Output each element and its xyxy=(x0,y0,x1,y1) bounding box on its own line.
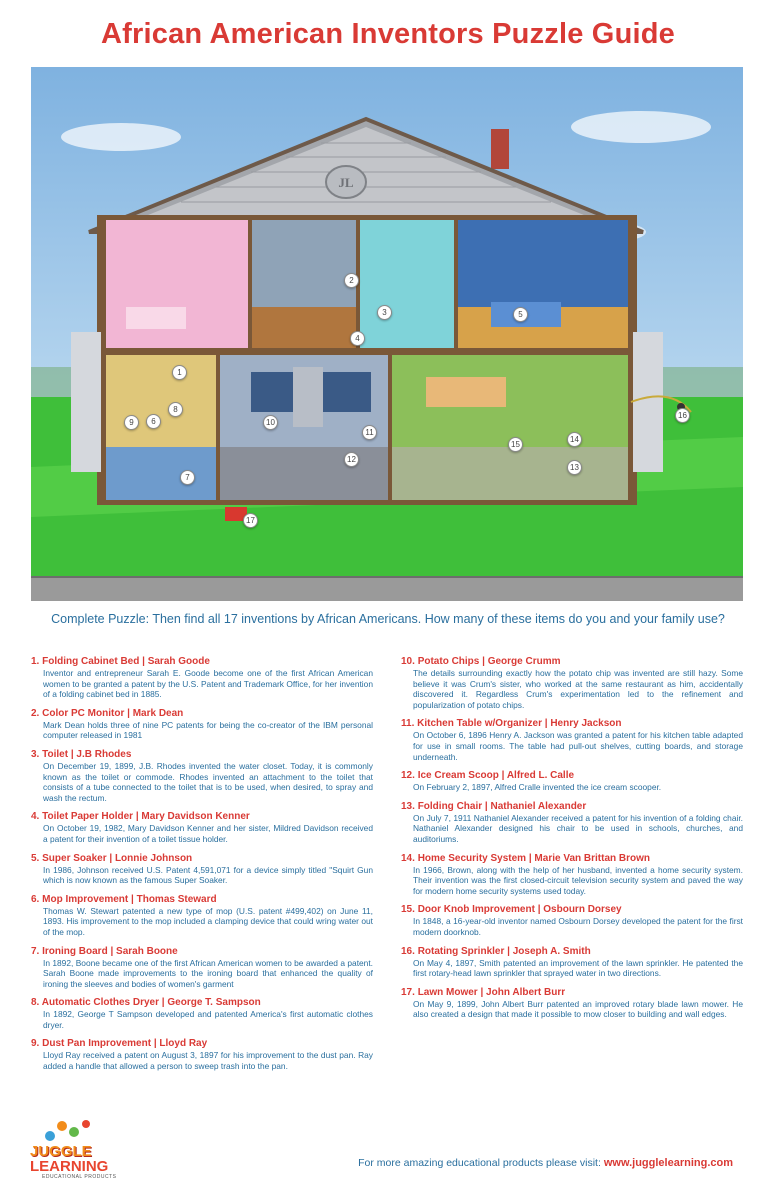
invention-entry xyxy=(401,946,743,979)
invention-heading xyxy=(401,946,743,958)
invention-title: Toilet | J.B Rhodes xyxy=(42,748,132,760)
invention-description: Mark Dean holds three of nine PC patents for being the co-creator of the IBM personal computer released in 1981 xyxy=(43,719,373,741)
invention-description: On December 19, 1899, J.B. Rhodes invented the water closet. Today, it is commonly known as the toilet or commode. Rhodes invented an attachment to the toilet that consists of a tube connected to the toilet that is to be used, when desired, to spray and wash the rectum. xyxy=(43,760,373,803)
inventions-list-left xyxy=(31,656,373,1080)
marker-5: 5 xyxy=(513,307,528,322)
invention-entry xyxy=(401,770,743,793)
marker-9: 9 xyxy=(124,415,139,430)
invention-title: Potato Chips | George Crumm xyxy=(417,656,561,667)
instructions-text: Complete Puzzle: Then find all 17 inventions by African Americans. How many of these items do you and your family use? xyxy=(51,612,725,626)
marker-16: 16 xyxy=(675,408,690,423)
invention-title: Ice Cream Scoop | Alfred L. Calle xyxy=(417,770,575,782)
invention-description: On July 7, 1911 Nathaniel Alexander received a patent for his invention of a folding chair. Nathaniel Alexander designed his chair to be used in schools, churches, and auditoriums. xyxy=(413,812,743,844)
invention-title: Color PC Monitor | Mark Dean xyxy=(42,707,184,719)
invention-title: Home Security System | Marie Van Brittan Brown xyxy=(417,852,650,864)
invention-number: 16. xyxy=(401,945,415,957)
marker-3: 3 xyxy=(377,305,392,320)
invention-description: In 1892, George T Sampson developed and patented America's first automatic clothes dryer. xyxy=(43,1009,373,1030)
house-illustration xyxy=(31,67,743,601)
marker-6: 6 xyxy=(146,414,161,429)
invention-title: Super Soaker | Lonnie Johnson xyxy=(42,852,193,864)
cloud xyxy=(571,111,711,143)
marker-4: 4 xyxy=(350,331,365,346)
invention-number: 2. xyxy=(31,707,40,719)
invention-description: In 1892, Boone became one of the first African American women to be awarded a patent. Sarah Boone made improvements to the ironing board that enhanced the quality of ironing the sleeves and bodies of women's garment xyxy=(43,957,373,989)
invention-entry xyxy=(31,853,373,886)
house-sign-text: JL xyxy=(338,175,354,190)
juggling-balls-icon xyxy=(40,1118,100,1146)
invention-title: Dust Pan Improvement | Lloyd Ray xyxy=(42,1038,208,1050)
invention-title: Door Knob Improvement | Osbourn Dorsey xyxy=(417,904,622,916)
footer xyxy=(358,1157,733,1169)
inventions-list-right xyxy=(401,656,743,1028)
marker-10: 10 xyxy=(263,415,278,430)
invention-number: 4. xyxy=(31,811,40,823)
marker-15: 15 xyxy=(508,437,523,452)
invention-description: On May 9, 1899, John Albert Burr patented an improved rotary blade lawn mower. He also created a design that made it possible to mow closer to building and wall edges. xyxy=(413,998,743,1020)
invention-entry xyxy=(401,718,743,762)
marker-14: 14 xyxy=(567,432,582,447)
juggle-learning-logo xyxy=(28,1118,128,1178)
invention-heading xyxy=(401,904,743,916)
invention-number: 14. xyxy=(401,852,415,864)
invention-heading xyxy=(401,987,743,999)
invention-entry xyxy=(401,853,743,897)
marker-11: 11 xyxy=(362,425,377,440)
invention-title: Automatic Clothes Dryer | George T. Sampson xyxy=(41,997,261,1009)
invention-title: Kitchen Table w/Organizer | Henry Jackson xyxy=(417,718,622,730)
marker-13: 13 xyxy=(567,460,582,475)
invention-number: 15. xyxy=(401,904,415,916)
invention-number: 8. xyxy=(31,997,40,1009)
invention-description: In 1986, Johnson received U.S. Patent 4,591,071 for a device simply titled "Squirt Gun which is now known as the famous Super Soaker. xyxy=(43,864,373,886)
marker-8: 8 xyxy=(168,402,183,417)
invention-description: Inventor and entrepreneur Sarah E. Goode become one of the first African American women to be granted a patent by the U.S. Patent and Trademark Office, for her invention of a folding cabinet bed in 1885. xyxy=(43,668,373,700)
invention-number: 11. xyxy=(401,718,415,730)
invention-number: 12. xyxy=(401,770,415,782)
invention-number: 3. xyxy=(31,748,40,760)
invention-entry xyxy=(401,801,743,845)
invention-heading xyxy=(31,749,373,761)
invention-title: Lawn Mower | John Albert Burr xyxy=(417,986,566,998)
invention-heading xyxy=(31,708,373,720)
invention-heading xyxy=(401,770,743,782)
logo-tagline: EDUCATIONAL PRODUCTS xyxy=(42,1174,117,1180)
invention-description: On October 19, 1982, Mary Davidson Kenner and her sister, Mildred Davidson received a patent for their invention of a toilet tissue holder. xyxy=(43,823,373,844)
invention-heading xyxy=(401,656,743,668)
invention-number: 17. xyxy=(401,986,415,998)
invention-title: Mop Improvement | Thomas Steward xyxy=(42,893,217,905)
marker-2: 2 xyxy=(344,273,359,288)
invention-heading xyxy=(401,801,743,813)
invention-description: Thomas W. Stewart patented a new type of mop (U.S. patent #499,402) on June 11, 1893. His improvement to the mop included a clamping device that could wring water out of the mop. xyxy=(43,905,373,937)
invention-heading xyxy=(31,997,373,1009)
house-scene xyxy=(31,67,743,601)
invention-number: 13. xyxy=(401,800,415,812)
cloud xyxy=(61,123,181,151)
invention-entry xyxy=(31,656,373,700)
invention-number: 7. xyxy=(31,945,40,957)
marker-1: 1 xyxy=(172,365,187,380)
invention-heading xyxy=(31,894,373,906)
invention-number: 1. xyxy=(31,656,40,667)
invention-description: On February 2, 1897, Alfred Cralle invented the ice cream scooper. xyxy=(413,782,662,793)
invention-heading xyxy=(31,811,373,823)
invention-title: Folding Cabinet Bed | Sarah Goode xyxy=(42,656,210,667)
invention-number: 10. xyxy=(401,656,415,667)
marker-7: 7 xyxy=(180,470,195,485)
invention-entry xyxy=(31,1038,373,1071)
marker-12: 12 xyxy=(344,452,359,467)
invention-heading xyxy=(401,853,743,865)
invention-entry xyxy=(31,997,373,1030)
invention-title: Toilet Paper Holder | Mary Davidson Kenner xyxy=(42,811,250,823)
invention-heading xyxy=(31,853,373,865)
invention-entry xyxy=(401,987,743,1020)
invention-title: Ironing Board | Sarah Boone xyxy=(42,945,178,957)
invention-number: 6. xyxy=(31,893,40,905)
invention-description: On May 4, 1897, Smith patented an improvement of the lawn sprinkler. He patented the first rotary-head lawn sprinkler that sprayed water in two directions. xyxy=(413,957,743,979)
invention-entry xyxy=(31,749,373,803)
logo-line-1: JUGGLE xyxy=(30,1143,92,1160)
invention-entry xyxy=(401,656,743,710)
invention-entry xyxy=(31,894,373,938)
invention-entry xyxy=(31,946,373,990)
invention-heading xyxy=(31,1038,373,1050)
invention-description: In 1966, Brown, along with the help of her husband, invented a home security system. Their invention was the first closed-circuit television security system and paved the way for modern home security systems used today. xyxy=(413,864,743,896)
invention-heading xyxy=(31,946,373,958)
logo-line-2: LEARNING xyxy=(30,1158,109,1175)
invention-heading xyxy=(401,718,743,730)
invention-heading xyxy=(31,656,373,668)
footer-text: For more amazing educational products please visit: xyxy=(358,1157,601,1169)
bathroom xyxy=(360,220,454,348)
marker-17: 17 xyxy=(243,513,258,528)
invention-number: 9. xyxy=(31,1038,40,1050)
invention-entry xyxy=(31,811,373,844)
invention-entry xyxy=(31,708,373,741)
invention-description: On October 6, 1896 Henry A. Jackson was granted a patent for his kitchen table adapted for use in small rooms. The table had pull-out shelves, cutting boards, and storage underneath. xyxy=(413,730,743,762)
invention-entry xyxy=(401,904,743,937)
sidewalk xyxy=(31,577,743,601)
website-link[interactable]: www.jugglelearning.com xyxy=(603,1157,733,1169)
invention-number: 5. xyxy=(31,852,40,864)
invention-title: Rotating Sprinkler | Joseph A. Smith xyxy=(417,945,591,957)
invention-description: Lloyd Ray received a patent on August 3, 1897 for his improvement to the dust pan. Ray added a handle that allowed a person to sweep trash into the pan. xyxy=(43,1050,373,1072)
invention-title: Folding Chair | Nathaniel Alexander xyxy=(417,800,587,812)
invention-description: The details surrounding exactly how the potato chip was invented are still hazy. Some believe it was Crum's sister, who worked at the same restaurant as him, accidentally discovered it. Regardless Crum's experimentation led to the refinement and popularization of potato chips. xyxy=(413,668,743,710)
invention-description: In 1848, a 16-year-old inventor named Osbourn Dorsey developed the patent for the first modern doorknob. xyxy=(413,916,743,937)
page-title: African American Inventors Puzzle Guide xyxy=(101,18,675,50)
